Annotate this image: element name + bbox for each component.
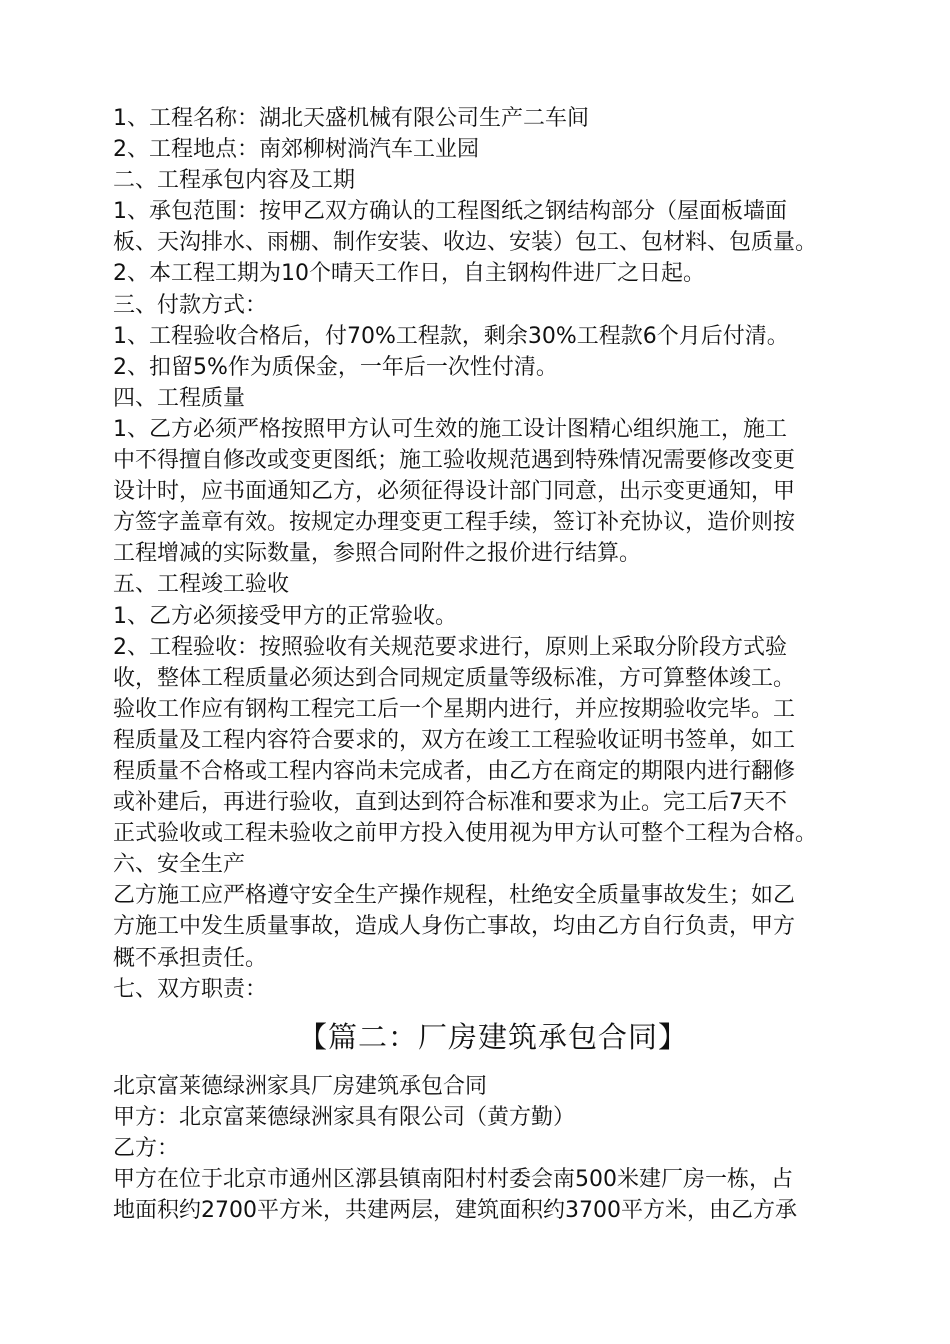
contract-part-one — [113, 103, 873, 1005]
section-heading: 五、工程竣工验收 — [113, 572, 290, 598]
text-line: 2、工程地点：南郊柳树淌汽车工业园 — [113, 137, 479, 163]
text-line: 1、工程名称：湖北天盛机械有限公司生产二车间 — [113, 106, 589, 131]
contract-part-two — [113, 1071, 873, 1226]
article-title: 【篇二：厂房建筑承包合同】 — [297, 1019, 688, 1054]
text-line: 2、扣留5%作为质保金，一年后一次性付清。 — [113, 354, 558, 380]
section-heading: 七、双方职责： — [113, 976, 268, 1002]
text-line: 2、工程验收：按照验收有关规范要求进行，原则上采取分阶段方式验 — [113, 634, 787, 660]
text-line: 或补建后，再进行验收，直到达到符合标准和要求为止。完工后7天不 — [113, 790, 787, 816]
section-heading: 六、安全生产 — [113, 852, 246, 878]
text-line: 程质量及工程内容符合要求的，双方在竣工工程验收证明书签单，如工 — [113, 727, 796, 753]
document-body — [113, 103, 873, 1226]
contract-title: 北京富莱德绿洲家具厂房建筑承包合同 — [113, 1073, 488, 1099]
party-a-line: 甲方：北京富莱德绿洲家具有限公司（黄方勤） — [113, 1104, 576, 1130]
text-line: 收，整体工程质量必须达到合同规定质量等级标准，方可算整体竣工。 — [113, 665, 796, 691]
text-line: 概不承担责任。 — [113, 945, 268, 971]
text-line: 验收工作应有钢构工程完工后一个星期内进行，并应按期验收完毕。工 — [113, 696, 796, 722]
text-line: 板、天沟排水、雨棚、制作安装、收边、安装）包工、包材料、包质量。 — [113, 230, 818, 256]
text-line: 方签字盖章有效。按规定办理变更工程手续，签订补充协议，造价则按 — [113, 510, 796, 536]
text-line: 中不得擅自修改或变更图纸；施工验收规范遇到特殊情况需要修改变更 — [113, 448, 796, 474]
section-heading: 四、工程质量 — [113, 385, 246, 411]
text-line: 地面积约2700平方米，共建两层，建筑面积约3700平方米，由乙方承 — [113, 1198, 797, 1224]
section-heading: 二、工程承包内容及工期 — [113, 168, 356, 194]
text-line: 方施工中发生质量事故，造成人身伤亡事故，均由乙方自行负责，甲方 — [113, 914, 796, 940]
text-line: 1、乙方必须接受甲方的正常验收。 — [113, 603, 457, 629]
text-line: 正式验收或工程未验收之前甲方投入使用视为甲方认可整个工程为合格。 — [113, 821, 818, 847]
party-b-line: 乙方： — [113, 1135, 180, 1161]
text-line: 甲方在位于北京市通州区漷县镇南阳村村委会南500米建厂房一栋，占 — [113, 1167, 793, 1192]
text-line: 程质量不合格或工程内容尚未完成者，由乙方在商定的期限内进行翻修 — [113, 758, 796, 784]
text-line: 设计时，应书面通知乙方，必须征得设计部门同意，出示变更通知，甲 — [113, 479, 796, 505]
text-line: 2、本工程工期为10个晴天工作日，自主钢构件进厂之日起。 — [113, 261, 705, 287]
text-line: 1、承包范围：按甲乙双方确认的工程图纸之钢结构部分（屋面板墙面 — [113, 199, 787, 225]
text-line: 1、乙方必须严格按照甲方认可生效的施工设计图精心组织施工，施工 — [113, 416, 787, 442]
text-line: 1、工程验收合格后，付70%工程款，剩余30%工程款6个月后付清。 — [113, 323, 789, 349]
section-heading: 三、付款方式： — [113, 292, 268, 318]
text-line: 工程增减的实际数量，参照合同附件之报价进行结算。 — [113, 541, 642, 567]
text-line: 乙方施工应严格遵守安全生产操作规程，杜绝安全质量事故发生；如乙 — [113, 883, 796, 909]
